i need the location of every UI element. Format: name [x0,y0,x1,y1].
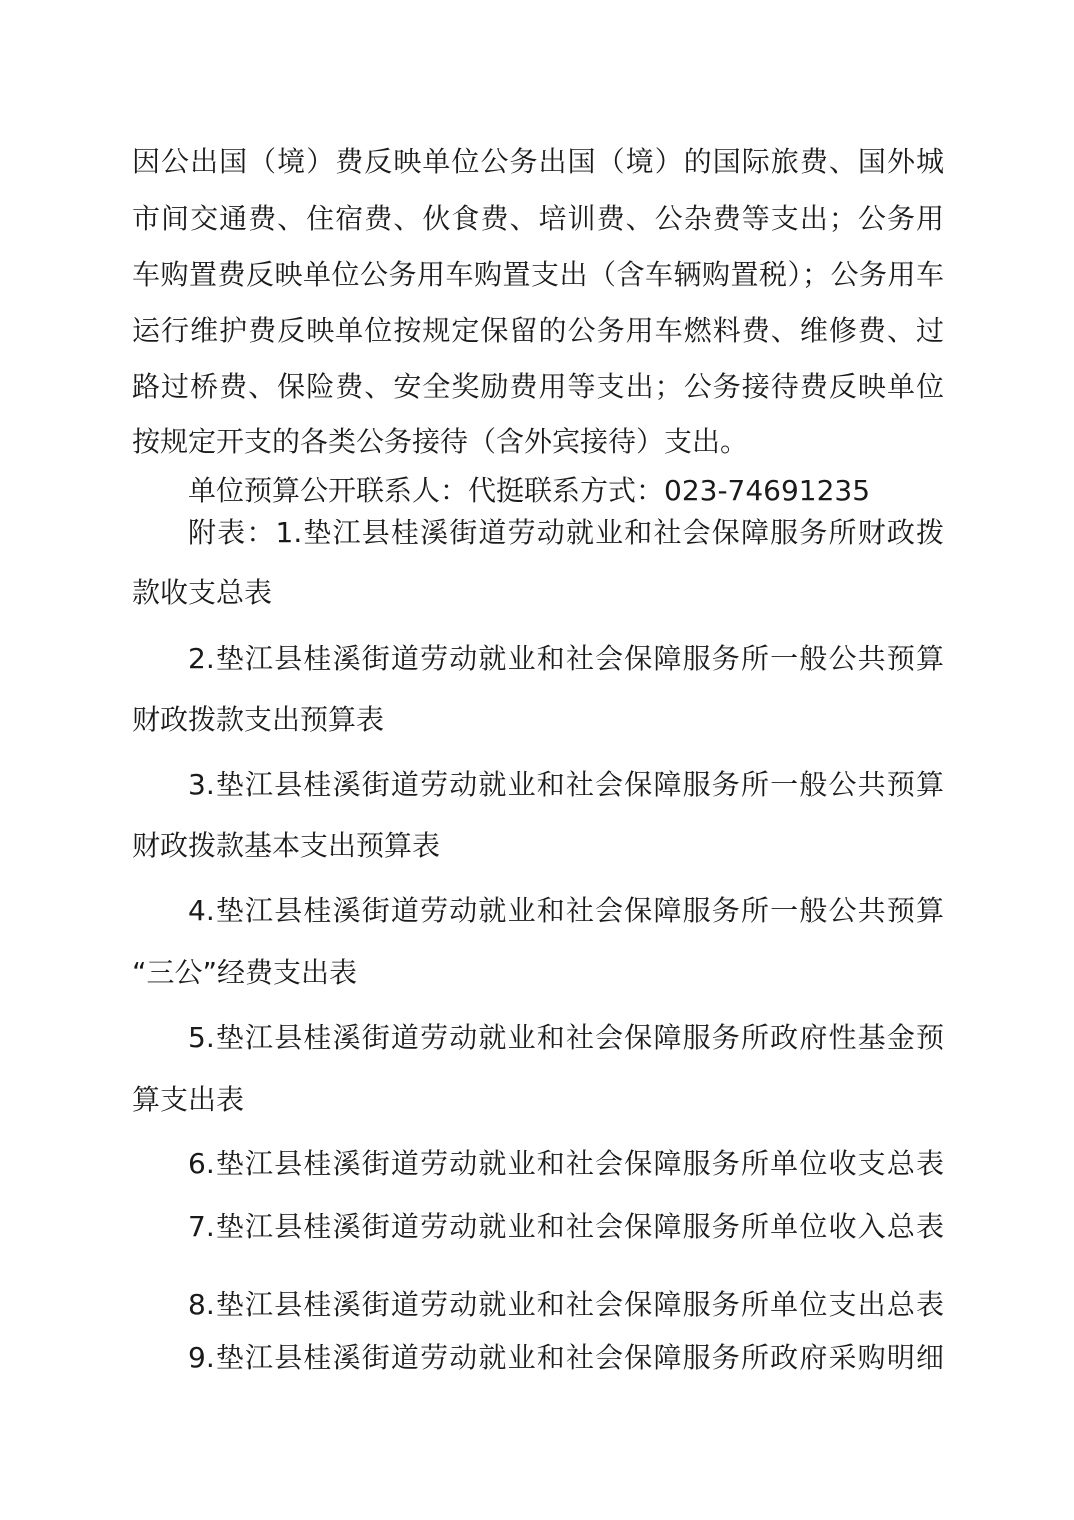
attachment-item-5-continuation: 算支出表 [132,1083,245,1116]
paragraph-line: 路过桥费、保险费、安全奖励费用等支出；公务接待费反映单位 [132,370,944,403]
attachment-item-1: 附表：1.垫江县桂溪街道劳动就业和社会保障服务所财政拨 [188,516,944,549]
paragraph-line: 市间交通费、住宿费、伙食费、培训费、公杂费等支出；公务用 [132,202,944,235]
attachment-item-5: 5.垫江县桂溪街道劳动就业和社会保障服务所政府性基金预 [188,1021,944,1054]
attachment-item-4-continuation: “三公”经费支出表 [132,956,358,989]
attachment-item-4: 4.垫江县桂溪街道劳动就业和社会保障服务所一般公共预算 [188,894,944,927]
paragraph-line: 车购置费反映单位公务用车购置支出（含车辆购置税）；公务用车 [132,258,944,291]
attachment-item-2: 2.垫江县桂溪街道劳动就业和社会保障服务所一般公共预算 [188,642,944,675]
attachment-item-2-continuation: 财政拨款支出预算表 [132,703,385,736]
attachment-item-9: 9.垫江县桂溪街道劳动就业和社会保障服务所政府采购明细 [188,1341,944,1374]
attachment-item-7: 7.垫江县桂溪街道劳动就业和社会保障服务所单位收入总表 [188,1210,944,1243]
attachment-item-6: 6.垫江县桂溪街道劳动就业和社会保障服务所单位收支总表 [188,1147,944,1180]
attachment-item-3: 3.垫江县桂溪街道劳动就业和社会保障服务所一般公共预算 [188,768,944,801]
attachment-item-8: 8.垫江县桂溪街道劳动就业和社会保障服务所单位支出总表 [188,1288,944,1321]
paragraph-line: 按规定开支的各类公务接待（含外宾接待）支出。 [132,425,749,458]
contact-line: 单位预算公开联系人：代挺联系方式：023-74691235 [188,474,871,507]
paragraph-line: 运行维护费反映单位按规定保留的公务用车燃料费、维修费、过 [132,314,944,347]
paragraph-line: 因公出国（境）费反映单位公务出国（境）的国际旅费、国外城 [132,145,944,178]
attachment-item-3-continuation: 财政拨款基本支出预算表 [132,829,441,862]
attachment-item-1-continuation: 款收支总表 [132,576,273,609]
